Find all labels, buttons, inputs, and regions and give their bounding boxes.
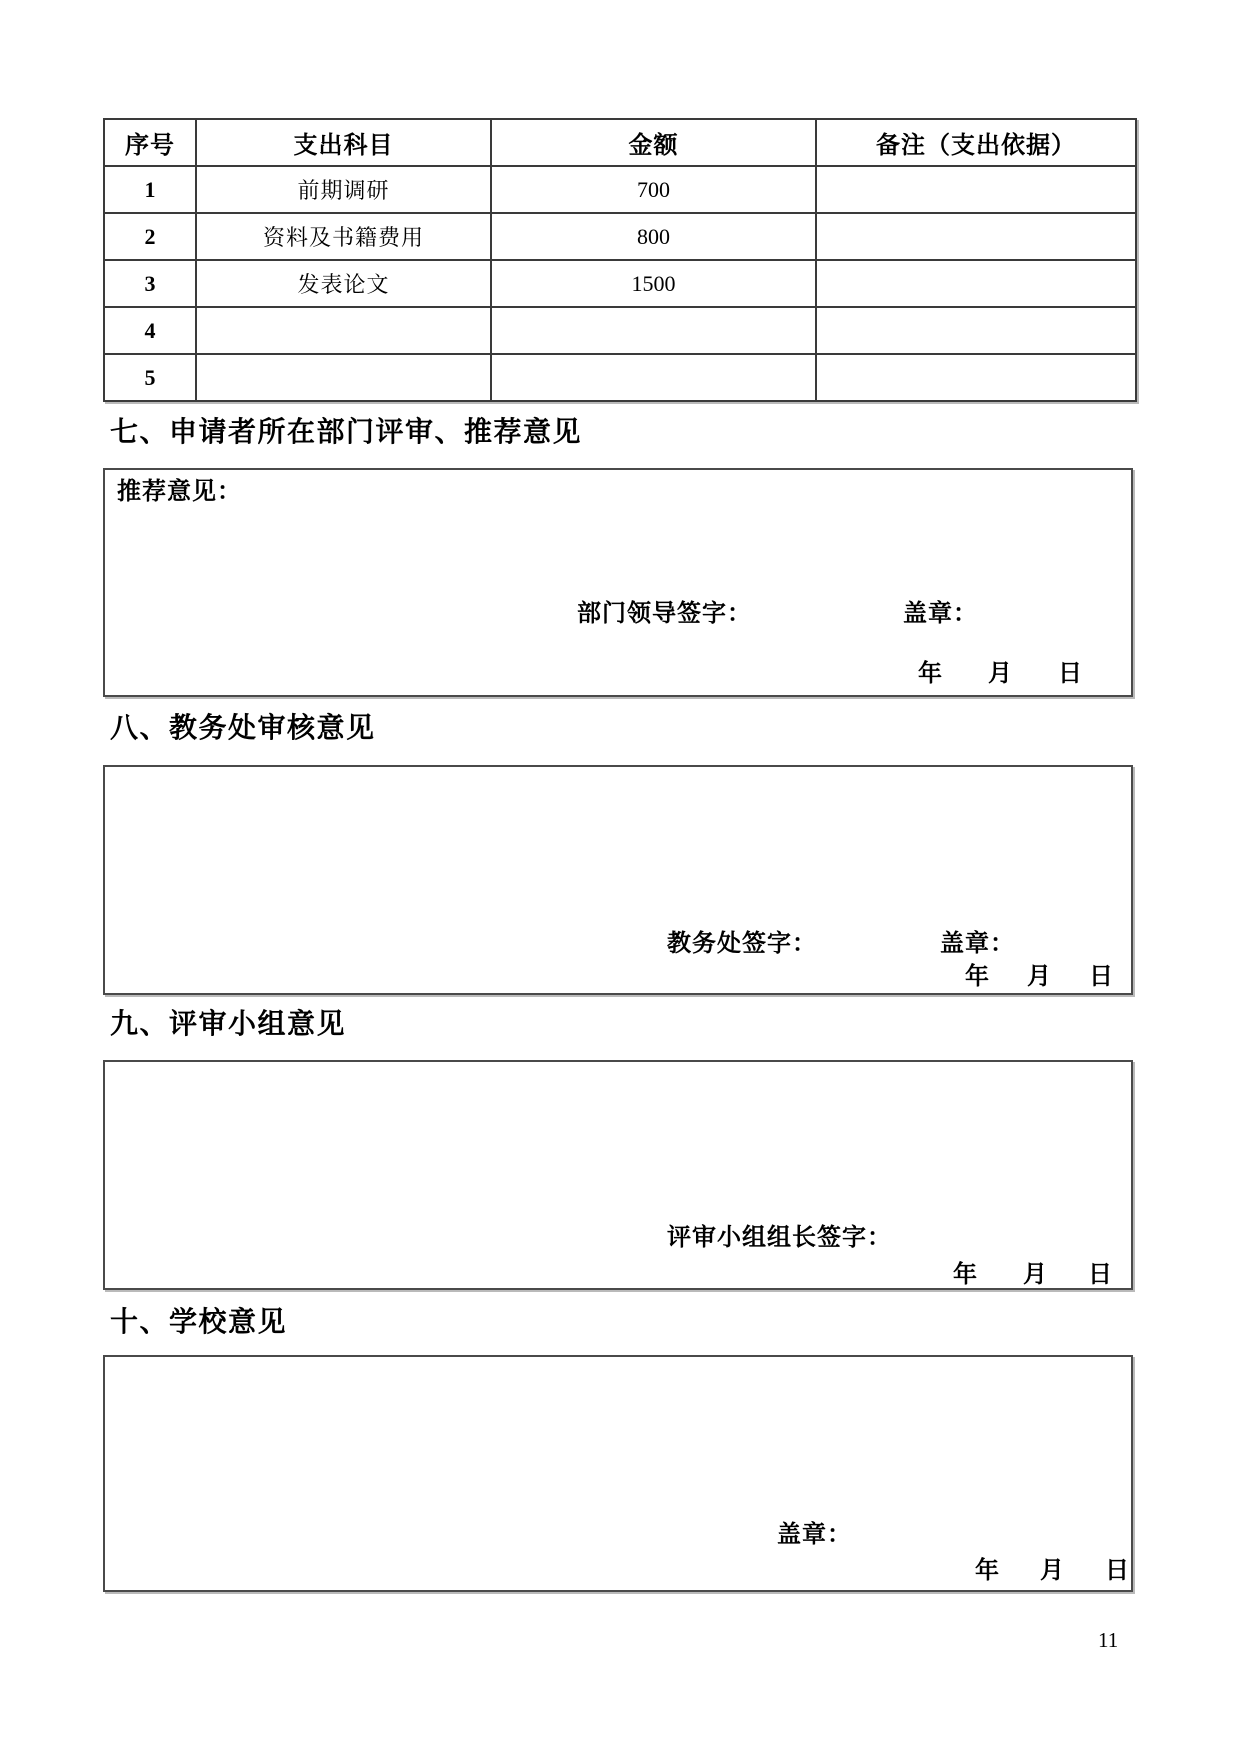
date-month-label: 月 bbox=[1023, 1262, 1047, 1288]
header-amount: 金额 bbox=[491, 119, 816, 166]
cell-serial: 5 bbox=[104, 354, 196, 401]
date-day-label: 日 bbox=[1089, 964, 1113, 990]
panel-leader-signature-label: 评审小组组长签字： bbox=[667, 1225, 892, 1251]
department-leader-signature-label: 部门领导签字： bbox=[577, 601, 752, 627]
cell-note bbox=[816, 307, 1136, 354]
cell-amount bbox=[491, 354, 816, 401]
header-serial-number: 序号 bbox=[104, 119, 196, 166]
date-month-label: 月 bbox=[1027, 964, 1051, 990]
section-title-academic-affairs: 八、教务处审核意见 bbox=[110, 713, 376, 744]
date-day-label: 日 bbox=[1105, 1558, 1129, 1584]
cell-serial: 2 bbox=[104, 213, 196, 260]
date-day-label: 日 bbox=[1088, 1262, 1112, 1288]
academic-affairs-box bbox=[103, 765, 1133, 995]
cell-item: 前期调研 bbox=[196, 166, 491, 213]
seal-label: 盖章： bbox=[903, 601, 978, 627]
cell-item: 资料及书籍费用 bbox=[196, 213, 491, 260]
date-month-label: 月 bbox=[1040, 1558, 1064, 1584]
section-title-review-panel: 九、评审小组意见 bbox=[110, 1009, 347, 1040]
cell-item bbox=[196, 307, 491, 354]
cell-note bbox=[816, 260, 1136, 307]
cell-serial: 3 bbox=[104, 260, 196, 307]
table-row bbox=[104, 307, 1136, 354]
header-remarks: 备注（支出依据） bbox=[816, 119, 1136, 166]
seal-label: 盖章： bbox=[777, 1522, 852, 1548]
academic-affairs-signature-label: 教务处签字： bbox=[667, 931, 817, 957]
table-row bbox=[104, 260, 1136, 307]
department-review-box bbox=[103, 468, 1133, 697]
budget-table-header-row bbox=[104, 119, 1136, 166]
cell-amount: 700 bbox=[491, 166, 816, 213]
date-year-label: 年 bbox=[975, 1558, 999, 1584]
section-title-department-review: 七、申请者所在部门评审、推荐意见 bbox=[110, 417, 583, 448]
seal-label: 盖章： bbox=[940, 931, 1015, 957]
cell-note bbox=[816, 213, 1136, 260]
date-month-label: 月 bbox=[988, 661, 1012, 687]
cell-serial: 4 bbox=[104, 307, 196, 354]
recommendation-opinion-label: 推荐意见： bbox=[117, 479, 242, 505]
cell-note bbox=[816, 354, 1136, 401]
section-title-school-opinion: 十、学校意见 bbox=[110, 1307, 288, 1338]
cell-amount: 1500 bbox=[491, 260, 816, 307]
cell-serial: 1 bbox=[104, 166, 196, 213]
table-row bbox=[104, 166, 1136, 213]
cell-note bbox=[816, 166, 1136, 213]
school-opinion-box bbox=[103, 1355, 1133, 1592]
review-panel-box bbox=[103, 1060, 1133, 1290]
date-year-label: 年 bbox=[965, 964, 989, 990]
date-year-label: 年 bbox=[918, 661, 942, 687]
table-row bbox=[104, 354, 1136, 401]
table-row bbox=[104, 213, 1136, 260]
cell-amount: 800 bbox=[491, 213, 816, 260]
date-year-label: 年 bbox=[953, 1262, 977, 1288]
date-day-label: 日 bbox=[1058, 661, 1082, 687]
cell-amount bbox=[491, 307, 816, 354]
cell-item: 发表论文 bbox=[196, 260, 491, 307]
budget-table bbox=[103, 118, 1137, 402]
header-expense-item: 支出科目 bbox=[196, 119, 491, 166]
page-number: 11 bbox=[1098, 1628, 1119, 1652]
cell-item bbox=[196, 354, 491, 401]
